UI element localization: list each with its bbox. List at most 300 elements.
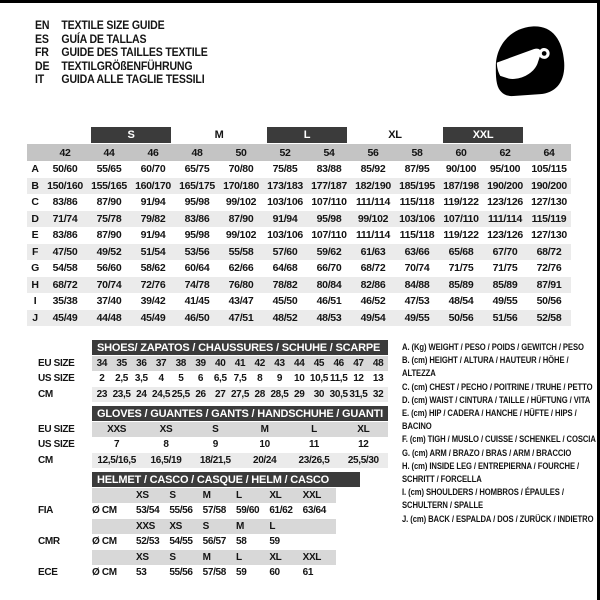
measurement-cell: 55/58 [228,245,254,258]
size-cell: 7,5 [233,373,247,385]
measurement-row [27,211,571,228]
measurement-cell: 187/198 [443,179,479,192]
measurement-cell: 99/102 [225,229,257,242]
measurement-cell: 72/76 [536,262,562,275]
size-cell: 57/58 [202,505,226,517]
measurement-cell: 190/200 [531,179,567,192]
language-code: ES [35,31,49,46]
standard-label: CMR [38,536,60,548]
group-spacer-right [527,126,571,144]
size-cell: 24,5 [152,388,171,400]
measurement-cell: 123/126 [487,229,523,242]
size-label-cell: S [169,551,176,563]
measurement-cell: 71/75 [448,262,474,275]
language-row [35,19,299,33]
measurement-cell: 91/94 [140,196,166,209]
measurement-cell: 64/68 [272,262,298,275]
size-cell: XL [357,423,370,435]
row-cells [92,565,336,581]
size-cell: 23 [96,388,108,400]
measurement-cell: 48/52 [272,311,298,324]
size-header-cell: 46 [147,146,159,159]
measurement-row [27,293,571,310]
language-title-list [35,19,299,87]
measurement-cell: 91/94 [140,229,166,242]
size-label-cell: XS [136,489,149,501]
diameter-unit-cell: Ø CM [92,567,117,579]
measurement-cell: 60/70 [140,163,166,176]
table-header-row [38,472,360,488]
size-cell: 5 [178,373,184,385]
measurement-cell: 95/98 [316,212,342,225]
measurement-cell: 50/56 [448,311,474,324]
legend-item: F. (cm) TIGH / MUSLO / CUISSE / SCHENKEL / COSCIA [402,434,596,445]
measurement-cell: 115/118 [399,229,435,242]
size-label-cell: M [235,520,244,532]
size-header-cell: 54 [323,146,335,159]
row-label: US SIZE [38,373,75,385]
measurement-cell: 50/60 [52,163,78,176]
measurement-cell: 91/94 [272,212,298,225]
size-cell: 6,5 [213,373,227,385]
size-cell: 55/56 [169,567,193,579]
measurement-cell: 78/82 [272,278,298,291]
size-header-cell: 52 [279,146,291,159]
size-cell: 37 [155,357,167,369]
size-cell: 54/55 [169,536,193,548]
measurement-cell: 43/47 [228,295,254,308]
size-label-cell: XS [136,551,149,563]
measurement-row [27,178,571,195]
size-cell: 4 [158,373,164,385]
measurement-cell: 99/102 [225,196,257,209]
size-header-cell: 60 [455,146,467,159]
size-cell: XXS [107,423,127,435]
measurement-cell: 99/102 [357,212,389,225]
measurement-cell: 49/55 [404,311,430,324]
measurement-cell: 61/63 [360,245,386,258]
measurement-cell: 72/76 [140,278,166,291]
measurement-cell: 83/86 [52,196,78,209]
size-cell: 6 [197,373,204,385]
size-cell: 61 [302,567,314,579]
size-cell: 34 [96,357,108,369]
size-cell: 23,5 [112,388,131,400]
language-code: EN [35,18,50,32]
table-header-row [38,406,388,422]
size-label-cell: L [269,520,276,532]
size-label-cell: XXL [302,489,322,501]
size-group-xl: XL [388,129,402,141]
table-row [38,356,388,372]
size-label-cell: M [202,489,211,501]
size-header-cell: 48 [191,146,203,159]
row-label: CM [38,454,53,466]
size-cell: 30 [313,388,325,400]
measurement-cell: 107/110 [311,196,347,209]
table-row [38,437,388,453]
size-cell: 40 [215,357,226,369]
size-cell: 12,5/16,5 [97,454,136,466]
size-cell: 2,5 [115,373,129,385]
measurement-row [27,260,571,277]
size-header-cell: 50 [235,146,247,159]
measurement-cell: 75/78 [96,212,122,225]
measurement-cell: 80/84 [316,278,342,291]
helmet-icon [483,14,573,112]
size-cell: 10 [259,439,270,451]
measurement-cell: 50/56 [536,295,562,308]
measurement-cell: 68/72 [52,278,78,291]
measurement-cell: 119/122 [443,229,479,242]
measurement-cell: 160/170 [135,179,171,192]
measurement-cell: 67/70 [492,245,518,258]
helmet-table [38,472,360,581]
helmet-size-row [38,488,360,504]
measurement-cell: 177/187 [311,179,347,192]
language-row [35,73,299,87]
measurement-cell: 90/100 [445,163,477,176]
measurement-cell: 87/90 [96,196,122,209]
size-cell: 39 [195,357,206,369]
size-label-cell: XL [269,489,282,501]
measurement-cell: 87/90 [228,212,254,225]
size-cell: 31,5 [349,388,368,400]
measurement-cell: 46/52 [360,295,386,308]
language-title: TEXTILE SIZE GUIDE [61,18,165,32]
measurement-cell: 55/65 [96,163,122,176]
row-label: EU SIZE [38,357,75,369]
size-label-cell: XS [169,520,182,532]
group-spacer-left [27,126,87,144]
measurement-row [27,310,571,327]
table-row [38,371,388,387]
measurement-cell: 83/88 [316,163,342,176]
measurement-cell: 71/74 [52,212,78,225]
size-header-cell: 58 [411,146,423,159]
legend-item: A. (Kg) WEIGHT / PESO / POIDS / GEWITCH / PESO [402,342,584,352]
size-cell: 57/58 [202,567,226,579]
size-group-xxl [439,126,527,144]
measurement-key: B [31,179,39,192]
measurement-cell: 123/126 [487,196,523,209]
measurement-cell: 53/56 [184,245,210,258]
measurement-cell: 46/50 [184,311,210,324]
measurement-cell: 95/100 [489,163,521,176]
measurement-key: C [31,196,39,209]
size-cell: 41 [234,357,246,369]
standard-label: FIA [38,505,54,517]
size-cell: 9 [212,439,218,451]
row-cells [92,437,388,453]
row-cells [92,488,336,504]
measurement-cell: 87/90 [96,229,122,242]
language-row [35,33,299,47]
row-cells [92,453,388,469]
size-cell: 28 [254,388,265,400]
measurement-cell: 47/51 [228,311,254,324]
measurement-cell: 107/110 [311,229,347,242]
gloves-table [38,406,388,468]
measurement-cell: 111/114 [355,196,391,209]
legend-item: C. (cm) CHEST / PECHO / POITRINE / TRUHE / PETTO [402,381,593,392]
size-cell: 25,5/30 [347,454,379,466]
size-cell: 9 [276,373,283,385]
language-code: DE [35,58,50,73]
measurement-row [27,227,571,244]
language-row [35,60,299,74]
size-cell: 48 [372,357,384,369]
diameter-unit-cell: Ø CM [92,505,117,517]
size-cell: 12 [353,373,364,385]
measurement-row [27,161,571,178]
language-code: IT [35,72,45,87]
measurement-cell: 127/130 [531,196,567,209]
table-header-row [38,340,388,356]
measurement-cell: 85/89 [492,278,518,291]
size-cell: 61/62 [269,505,293,517]
helmet-size-row [38,519,360,535]
measurement-cell: 165/175 [179,179,215,192]
measurement-cell: 68/72 [360,262,386,275]
size-label-cell: M [202,551,211,563]
measurement-cell: 57/60 [272,245,298,258]
size-cell: 23/26,5 [298,454,330,466]
size-group-s [87,126,175,144]
size-cell: 11 [309,439,319,451]
size-group-row [27,126,571,144]
size-label-cell: S [169,489,176,501]
size-cell: 60 [269,567,280,579]
size-cell: 10,5 [309,373,328,385]
measurement-cell: 115/118 [399,196,435,209]
measurement-cell: 76/80 [228,278,254,291]
standard-label: ECE [38,567,58,579]
size-cell: 16,5/19 [150,454,182,466]
row-cells [92,519,336,535]
measurement-cell: 173/183 [267,179,303,192]
size-group-bar: XXL [443,127,523,143]
size-cell: 47 [353,357,364,369]
measurement-cell: 56/60 [96,262,122,275]
measurement-cell: 87/91 [536,278,562,291]
size-cell: 36 [136,357,147,369]
measurement-cell: 155/165 [91,179,127,192]
measurement-legend [402,341,599,526]
measurement-cell: 74/78 [184,278,210,291]
measurement-cell: 63/66 [404,245,430,258]
size-cell: 12 [358,439,369,451]
measurement-row [27,244,571,261]
measurement-cell: 150/160 [47,179,83,192]
measurement-cell: 45/49 [52,311,78,324]
measurement-cell: 103/106 [267,196,303,209]
measurement-cell: 45/49 [140,311,166,324]
measurement-cell: 83/86 [52,229,78,242]
table-row [38,387,388,403]
measurement-key: J [32,311,38,324]
size-cell: 27,5 [230,388,250,400]
size-cell: 32 [372,388,384,400]
helmet-size-row [38,550,360,566]
row-cells [92,387,388,403]
size-cell: L [311,423,317,435]
legend-item: D. (cm) WAIST / CINTURA / TAILLE / HÜFTUNG / VITA [402,394,591,405]
size-cell: 53/54 [136,505,160,517]
measurement-cell: 39/42 [140,295,166,308]
size-cell: 7 [114,439,120,451]
measurement-cell: 95/98 [184,196,210,209]
helmet-value-row [38,565,360,581]
measurement-cell: 105/115 [531,163,567,176]
size-header-cell: 42 [59,146,71,159]
size-group-bar: L [267,127,347,143]
size-cell: 55/56 [169,505,193,517]
size-label-cell: L [235,489,242,501]
row-cells [92,356,388,372]
measurement-cell: 41/45 [184,295,210,308]
measurement-cell: 51/54 [140,245,166,258]
measurement-cell: 58/62 [140,262,166,275]
legend-item: I. (cm) SHOULDERS / HOMBROS / ÉPAULES / SCHULTERN / SPALLE [402,487,564,511]
size-cell: 30,5 [329,388,348,400]
size-cell: 3,5 [134,373,148,385]
measurement-cell: 111/114 [487,212,523,225]
size-cell: 59 [235,567,247,579]
size-cell: 13 [372,373,384,385]
measurement-key: G [31,262,39,275]
size-cell: 26 [195,388,206,400]
measurement-cell: 70/80 [228,163,254,176]
size-cell: 10 [293,373,305,385]
measurement-cell: 45/50 [272,295,298,308]
size-label-cell: S [202,520,209,532]
measurement-cell: 84/88 [404,278,430,291]
measurement-key: D [31,212,39,225]
measurement-cell: 47/53 [404,295,430,308]
measurement-key: H [31,278,39,291]
size-cell: 44 [293,357,305,369]
size-header-cell: 62 [499,146,511,159]
table-row [38,422,388,438]
measurement-cell: 115/119 [531,212,567,225]
helmet-value-row [38,534,360,550]
size-cell: XS [159,423,173,435]
measurement-cell: 46/51 [316,295,342,308]
measurement-cell: 62/66 [228,262,254,275]
helmet-value-row [38,503,360,519]
language-title: GUIDE DES TAILLES TEXTILE [61,45,208,60]
size-cell: M [260,423,269,435]
size-cell: 43 [274,357,285,369]
size-label-cell: XL [269,551,282,563]
size-cell: 35 [116,357,127,369]
measurement-cell: 48/54 [448,295,474,308]
size-cell: 46 [333,357,344,369]
measurement-cell: 48/53 [316,311,342,324]
measurement-cell: 182/190 [355,179,391,192]
legend-item: H. (cm) INSIDE LEG / ENTREPIERNA / FOURCHE / SCHRITT / FORCELLA [402,460,580,485]
measurement-cell: 52/58 [536,311,562,324]
measurement-key: F [31,245,39,258]
measurement-cell: 170/180 [223,179,259,192]
measurement-cell: 119/122 [443,196,479,209]
size-cell: 8 [163,439,169,451]
size-label-cell: L [235,551,242,563]
row-cells [92,550,336,566]
measurement-cell: 103/106 [267,229,303,242]
size-cell: 24 [136,388,147,400]
measurement-cell: 49/54 [360,311,386,324]
legend-item: J. (cm) BACK / ESPALDA / DOS / ZURÜCK / INDIETRO [402,513,594,524]
table-row [38,453,388,469]
measurement-cell: 70/74 [404,262,430,275]
size-header-cell: 44 [103,146,115,159]
measurement-cell: 111/114 [355,229,391,242]
language-title: TEXTILGRÖßENFÜHRUNG [61,58,193,73]
helmet-table-title: HELMET / CASCO / CASQUE / HELM / CASCO [92,472,360,487]
measurement-cell: 60/64 [184,262,210,275]
size-cell: 42 [254,357,265,369]
size-cell: 11,5 [329,373,348,385]
size-group-m: M [214,129,224,141]
size-cell: 20/24 [253,454,277,466]
size-cell: 25,5 [171,388,190,400]
size-cell: S [212,423,219,435]
measurement-cell: 44/48 [96,311,122,324]
size-cell: 59 [269,536,280,548]
measurement-cell: 70/74 [96,278,122,291]
row-label: CM [38,388,53,400]
size-cell: 58 [235,536,247,548]
row-cells [92,503,336,519]
numeric-size-row [27,144,571,161]
size-cell: 27 [215,388,226,400]
legend-item: G. (cm) ARM / BRAZO / BRAS / ARM / BRACCIO [402,447,572,458]
size-group-l [263,126,351,144]
shoes-table-title: SHOES/ ZAPATOS / CHAUSSURES / SCHUHE / SCARPE [92,340,388,355]
measurement-cell: 71/75 [492,262,518,275]
measurement-cell: 83/86 [184,212,210,225]
language-title: GUIDA ALLE TAGLIE TESSILI [61,72,205,87]
diameter-unit-cell: Ø CM [92,536,117,548]
size-cell: 8 [257,373,263,385]
size-cell: 59/60 [235,505,260,517]
size-cell: 2 [99,373,105,385]
measurement-cell: 49/55 [492,295,518,308]
row-cells [92,422,388,438]
measurement-key: A [31,163,39,176]
measurement-cell: 103/106 [399,212,435,225]
size-cell: 38 [175,357,187,369]
measurement-cell: 54/58 [52,262,78,275]
measurement-cell: 85/89 [448,278,474,291]
measurement-cell: 59/62 [316,245,342,258]
measurement-key: I [33,295,37,308]
row-cells [92,534,336,550]
legend-item: E. (cm) HIP / CADERA / HANCHE / HÜFTE / HIPS / BACINO [402,408,577,432]
size-label-cell: XXS [136,520,155,532]
measurement-cell: 35/38 [52,295,78,308]
measurement-cell: 85/92 [360,163,386,176]
main-size-table [27,126,571,326]
gloves-table-title: GLOVES / GUANTES / GANTS / HANDSCHUHE / GUANTI [92,406,388,421]
size-cell: 56/57 [202,536,226,548]
measurement-cell: 65/68 [448,245,474,258]
size-cell: 29 [293,388,305,400]
measurement-cell: 95/98 [184,229,210,242]
measurement-cell: 79/82 [140,212,166,225]
